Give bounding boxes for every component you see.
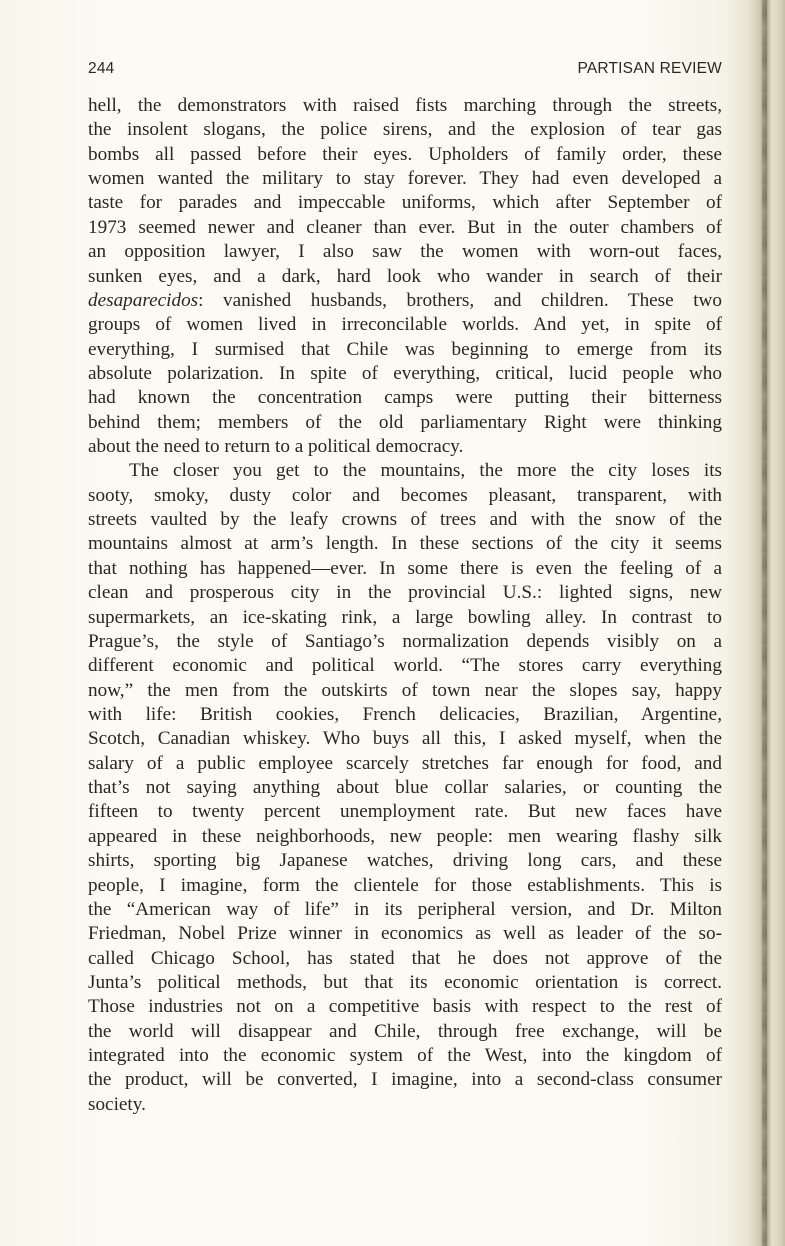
text-line: streets vaulted by the leafy crowns of trees and with the snow of the	[88, 509, 722, 531]
text-line: the product, will be converted, I imagine, into a second-class consumer	[88, 1069, 722, 1091]
text-line: people, I imagine, form the clientele for those establishments. This is	[88, 874, 722, 896]
text-line: society.	[88, 1093, 146, 1115]
text-line: called Chicago School, has stated that he does not approve of the	[88, 947, 722, 969]
text-line: integrated into the economic system of the West, into the kingdom of	[88, 1045, 722, 1067]
text-line	[88, 289, 722, 313]
text-line: that’s not saying anything about blue collar salaries, or counting the	[88, 777, 722, 799]
running-head	[88, 60, 722, 82]
italic-term: desaparecidos	[88, 289, 199, 311]
text-line: Those industries not on a competitive basis with respect to the rest of	[88, 996, 722, 1018]
text-line: the “American way of life” in its peripheral version, and Dr. Milton	[88, 898, 722, 920]
text-line: 1973 seemed newer and cleaner than ever. But in the outer chambers of	[88, 216, 722, 238]
text-line: groups of women lived in irreconcilable worlds. And yet, in spite of	[88, 314, 722, 336]
text-line: shirts, sporting big Japanese watches, driving long cars, and these	[88, 850, 722, 872]
text-line: taste for parades and impeccable uniforms, which after September of	[88, 192, 722, 214]
paragraph-1	[88, 94, 722, 459]
page-number: 244	[88, 60, 115, 77]
text-line: hell, the demonstrators with raised fists marching through the streets,	[88, 95, 722, 116]
text-line: now,” the men from the outskirts of town near the slopes say, happy	[88, 679, 722, 701]
paragraph-2	[88, 459, 722, 1117]
text-line: women wanted the military to stay forever. They had even developed a	[88, 168, 722, 190]
text-line: appeared in these neighborhoods, new people: men wearing flashy silk	[88, 825, 722, 847]
text-line: sunken eyes, and a dark, hard look who wander in search of their	[88, 265, 722, 287]
body-text	[88, 94, 722, 1117]
text-line: mountains almost at arm’s length. In these sections of the city it seems	[88, 533, 722, 555]
text-line: that nothing has happened—ever. In some there is even the feeling of a	[88, 557, 722, 579]
text-line: had known the concentration camps were putting their bitterness	[88, 387, 722, 409]
text-line: everything, I surmised that Chile was beginning to emerge from its	[88, 338, 722, 360]
text-line: an opposition lawyer, I also saw the women with worn-out faces,	[88, 241, 722, 263]
text-fragment: : vanished husbands, brothers, and children. These two	[198, 289, 722, 311]
text-line: clean and prosperous city in the provincial U.S.: lighted signs, new	[88, 582, 722, 604]
text-line: supermarkets, an ice-skating rink, a large bowling alley. In contrast to	[88, 606, 722, 628]
journal-title: PARTISAN REVIEW	[577, 60, 722, 77]
text-line: salary of a public employee scarcely stretches far enough for food, and	[88, 752, 722, 774]
text-line: different economic and political world. “The stores carry everything	[88, 655, 722, 677]
text-line: about the need to return to a political democracy.	[88, 436, 464, 458]
text-line: the insolent slogans, the police sirens, and the explosion of tear gas	[88, 119, 722, 141]
text-line: the world will disappear and Chile, through free exchange, will be	[88, 1020, 722, 1042]
text-line: with life: British cookies, French delicacies, Brazilian, Argentine,	[88, 703, 722, 725]
text-line: sooty, smoky, dusty color and becomes pleasant, transparent, with	[88, 484, 722, 506]
text-line: Friedman, Nobel Prize winner in economics as well as leader of the so-	[88, 923, 722, 945]
text-line: The closer you get to the mountains, the more the city loses its	[129, 460, 722, 482]
text-line: Prague’s, the style of Santiago’s normalization depends visibly on a	[88, 630, 722, 652]
page-edge-shadow	[762, 0, 767, 1246]
text-line: Scotch, Canadian whiskey. Who buys all this, I asked myself, when the	[88, 728, 722, 750]
text-line: absolute polarization. In spite of everything, critical, lucid people who	[88, 362, 722, 384]
text-line: behind them; members of the old parliamentary Right were thinking	[88, 411, 722, 433]
text-line: fifteen to twenty percent unemployment rate. But new faces have	[88, 801, 722, 823]
text-line: bombs all passed before their eyes. Upholders of family order, these	[88, 143, 722, 165]
text-line: Junta’s political methods, but that its economic orientation is correct.	[88, 971, 722, 993]
